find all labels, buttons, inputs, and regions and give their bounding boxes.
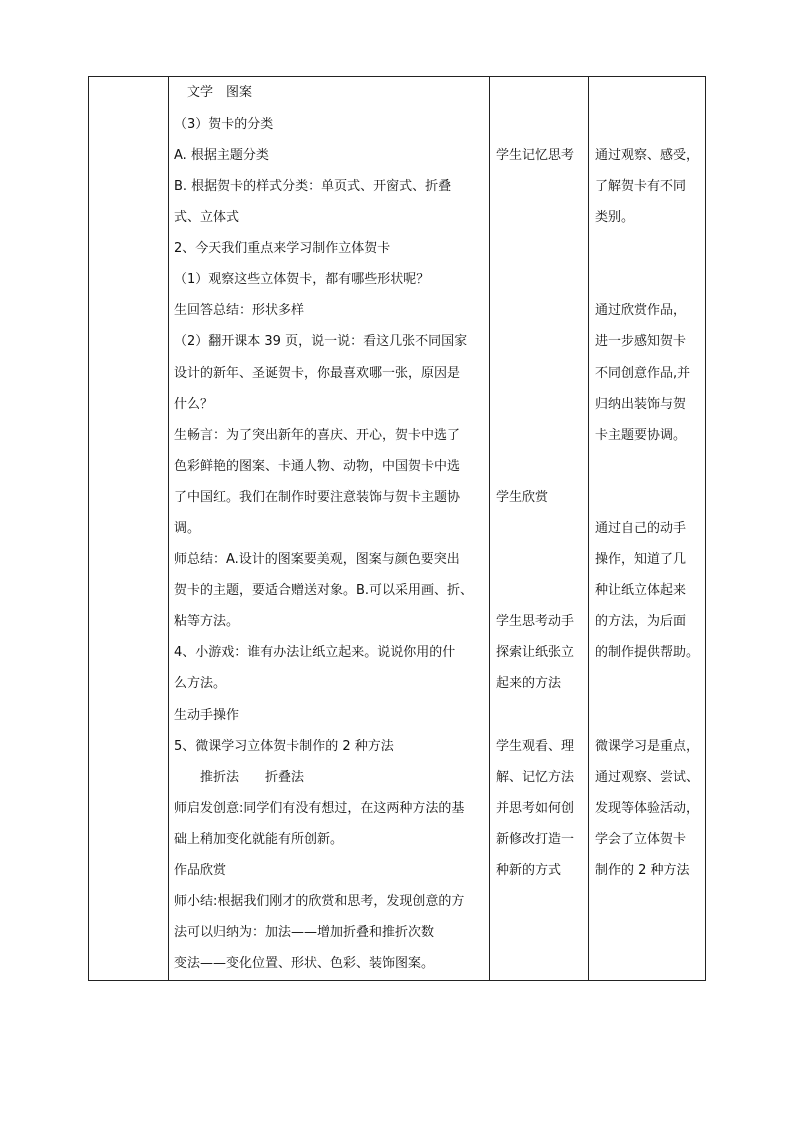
content-line: A. 根据主题分类 <box>174 148 269 163</box>
goal-line: 操作，知道了几 <box>595 552 687 567</box>
activity-line: 新修改打造一 <box>496 832 575 847</box>
content-line: 4、小游戏：谁有办法让纸立起来。说说你用的什 <box>174 645 456 660</box>
content-line: 础上稍加变化就能有所创新。 <box>174 832 344 847</box>
activity-line: 学生记忆思考 <box>496 148 575 163</box>
column-divider-2 <box>489 77 490 980</box>
content-line: 什么？ <box>174 397 214 412</box>
content-line: 5、微课学习立体贺卡制作的 2 种方法 <box>174 739 394 754</box>
content-line: 粘等方法。 <box>174 614 240 629</box>
goal-line: 通过观察、感受， <box>595 148 700 163</box>
content-line: 师启发创意:同学们有没有想过，在这两种方法的基 <box>174 801 465 816</box>
goal-line: 了解贺卡有不同 <box>595 179 687 194</box>
content-line: 文学 图案 <box>174 85 253 100</box>
activity-line: 学生思考动手 <box>496 614 575 629</box>
content-line: 2、今天我们重点来学习制作立体贺卡 <box>174 241 391 256</box>
activity-line: 起来的方法 <box>496 676 562 691</box>
content-line: 变法——变化位置、形状、色彩、装饰图案。 <box>174 956 435 971</box>
content-line: 调。 <box>174 521 201 536</box>
goal-line: 的方法，为后面 <box>595 614 687 629</box>
content-line: （2）翻开课本 39 页，说一说：看这几张不同国家 <box>174 334 468 349</box>
content-line: 推折法 折叠法 <box>174 770 305 785</box>
content-line: 么方法。 <box>174 676 227 691</box>
goal-line: 通过观察、尝试、 <box>595 770 700 785</box>
content-line: 师小结:根据我们刚才的欣赏和思考，发现创意的方 <box>174 894 465 909</box>
goal-line: 进一步感知贺卡 <box>595 334 687 349</box>
content-line: B. 根据贺卡的样式分类：单页式、开窗式、折叠 <box>174 179 452 194</box>
column-divider-1 <box>168 77 169 980</box>
content-line: 式、立体式 <box>174 210 240 225</box>
content-line: 了中国红。我们在制作时要注意装饰与贺卡主题协 <box>174 490 461 505</box>
activity-line: 学生观看、理 <box>496 739 575 754</box>
goal-line: 微课学习是重点， <box>595 739 700 754</box>
activity-line: 并思考如何创 <box>496 801 575 816</box>
content-line: （3）贺卡的分类 <box>174 117 274 132</box>
goal-line: 发现等体验活动， <box>595 801 700 816</box>
goal-line: 制作的 2 种方法 <box>595 863 690 878</box>
goal-line: 的制作提供帮助。 <box>595 645 700 660</box>
content-line: 师总结：A.设计的图案要美观，图案与颜色要突出 <box>174 552 460 567</box>
goal-line: 不同创意作品,并 <box>595 366 691 381</box>
goal-line: 卡主题要协调。 <box>595 428 687 443</box>
content-line: 贺卡的主题，要适合赠送对象。B.可以采用画、折、 <box>174 583 474 598</box>
lesson-plan-table <box>88 76 706 981</box>
content-line: 生畅言：为了突出新年的喜庆、开心，贺卡中选了 <box>174 428 461 443</box>
activity-line: 种新的方式 <box>496 863 562 878</box>
goal-line: 归纳出装饰与贺 <box>595 397 687 412</box>
content-line: 生回答总结：形状多样 <box>174 303 305 318</box>
content-line: 生动手操作 <box>174 708 240 723</box>
goal-line: 种让纸立体起来 <box>595 583 687 598</box>
goal-line: 学会了立体贺卡 <box>595 832 687 847</box>
content-line: （1）观察这些立体贺卡，都有哪些形状呢？ <box>174 272 430 287</box>
activity-line: 学生欣赏 <box>496 490 549 505</box>
content-line: 法可以归纳为：加法——增加折叠和推折次数 <box>174 925 435 940</box>
column-divider-3 <box>588 77 589 980</box>
content-line: 作品欣赏 <box>174 863 227 878</box>
content-line: 设计的新年、圣诞贺卡，你最喜欢哪一张，原因是 <box>174 366 461 381</box>
goal-line: 类别。 <box>595 210 635 225</box>
activity-line: 探索让纸张立 <box>496 645 575 660</box>
activity-line: 解、记忆方法 <box>496 770 575 785</box>
goal-line: 通过欣赏作品， <box>595 303 687 318</box>
goal-line: 通过自己的动手 <box>595 521 687 536</box>
content-line: 色彩鲜艳的图案、卡通人物、动物，中国贺卡中选 <box>174 459 461 474</box>
